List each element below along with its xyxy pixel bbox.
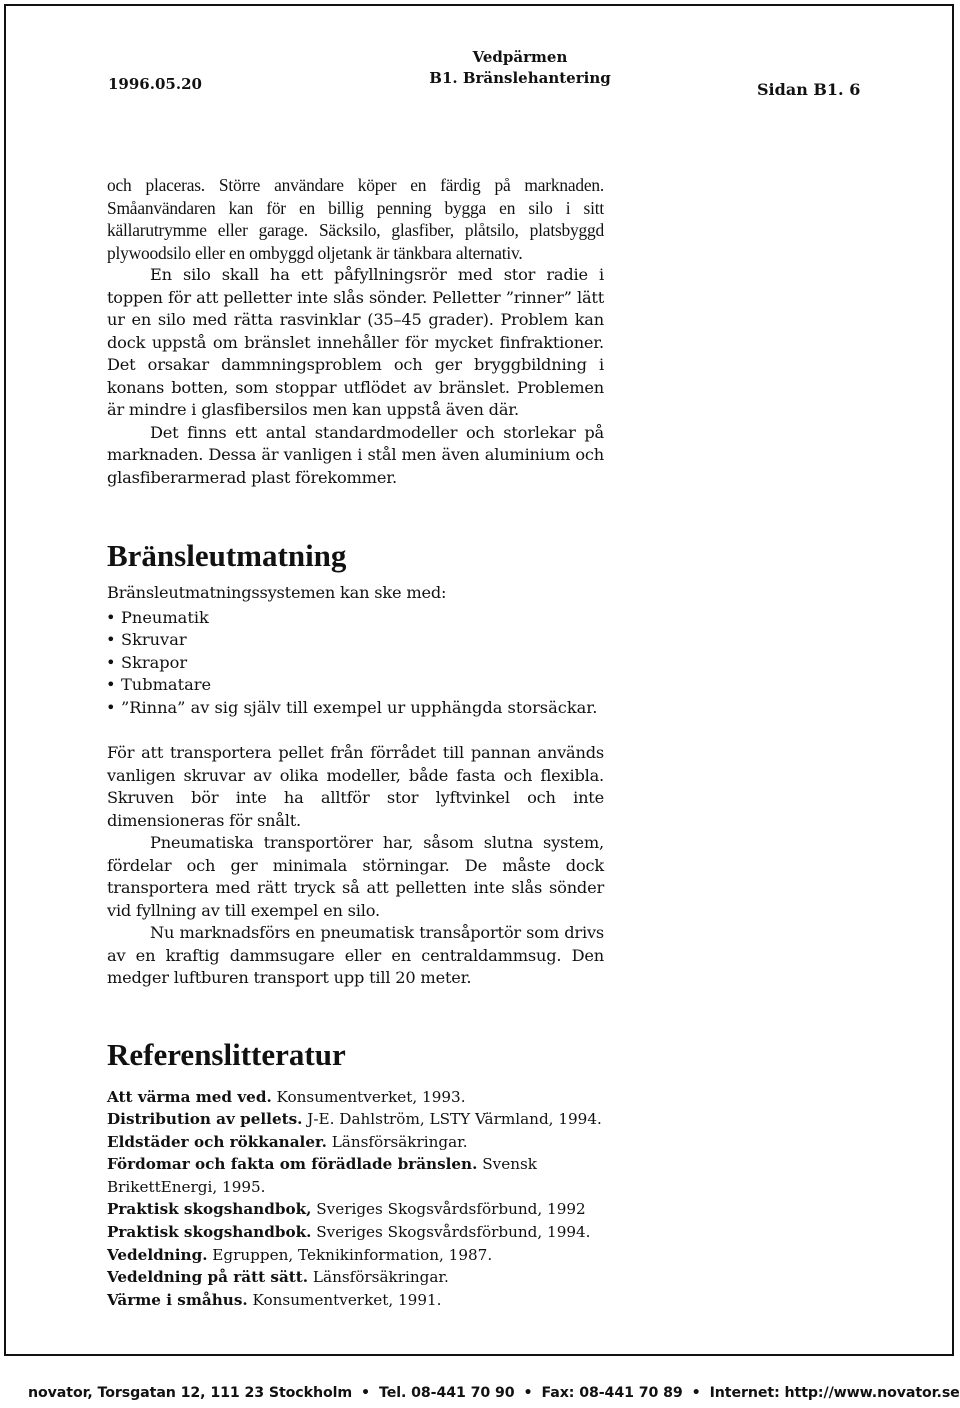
footer-address: novator, Torsgatan 12, 111 23 Stockholm [28,1385,353,1401]
header-title-line2: B1. Bränslehantering [429,69,611,87]
list-item: • Tubmatare [107,674,604,697]
header-title-line1: Vedpärmen [472,48,568,66]
paragraph-silo-models: Det finns ett antal standardmodeller och storlekar på marknaden. Dessa är vanligen i stål men även aluminium och glasfiberarmerad plast förekommer. [107,422,604,487]
paragraph-vacuum-transport: Nu marknadsförs en pneumatisk transåportör som drivs av en kraftig dammsugare eller en centraldammsug. Den medger luftburen transport upp till 20 meter. [107,923,604,987]
header-page-number: Sidan B1. 6 [757,80,861,99]
reference-item: Praktisk skogshandbok, Sveriges Skogsvårdsförbund, 1992 [107,1200,586,1219]
list-item: • Pneumatik [107,607,604,630]
paragraph-screw-transport: För att transportera pellet från förrådet till pannan används vanligen skruvar av olika modeller, både fasta och flexibla. Skruven bör inte ha alltför stor lyftvinkel och inte dimensioneras för snålt. [107,743,604,830]
bullet-list-feed-systems [107,607,604,720]
reference-item: Praktisk skogshandbok. Sveriges Skogsvårdsförbund, 1994. [107,1223,591,1242]
reference-item: Eldstäder och rökkanaler. Länsförsäkringar. [107,1132,468,1151]
reference-item: Värme i småhus. Konsumentverket, 1991. [107,1290,442,1309]
list-item: • Skruvar [107,629,604,652]
footer-website: Internet: http://www.novator.se [709,1385,960,1401]
main-content [107,174,604,1311]
reference-item: Att värma med ved. Konsumentverket, 1993. [107,1087,466,1106]
reference-item: Vedeldning. Egruppen, Teknikinformation, 1987. [107,1245,493,1264]
footer-separator: • [523,1385,533,1401]
heading-bransleutmatning: Bränsleutmatning [107,538,347,573]
paragraph-silo-intro: och placeras. Större användare köper en färdig på marknaden. Småanvändaren kan för en billig penning bygga en silo i sitt källarutrymme eller garage. Säcksilo, glasfiber, plåtsilo, platsbyggd plywoodsilo eller en ombyggd oljetank är tänkbara alternativ. [107,175,604,263]
reference-item: Distribution av pellets. J-E. Dahlström, LSTY Värmland, 1994. [107,1110,602,1129]
header-date: 1996.05.20 [108,75,202,93]
heading-referenslitteratur: Referenslitteratur [107,1036,346,1072]
reference-item: Vedeldning på rätt sätt. Länsförsäkringar. [107,1268,449,1287]
footer-separator: • [691,1385,701,1401]
list-item: • Skrapor [107,652,604,675]
paragraph-pneumatic-transport: Pneumatiska transportörer har, såsom slutna system, fördelar och ger minimala störningar. De måste dock transportera med rätt tryck så att pelletten inte slås sönder vid fyllning av till exempel en silo. [107,833,604,920]
paragraph-silo-filling: En silo skall ha ett påfyllningsrör med stor radie i toppen för att pelletter inte slås sönder. Pelletter ”rinner” lätt ur en silo med rätta rasvinklar (35–45 grader). Problem kan dock uppstå om bränslet innehåller för mycket finfraktioner. Det orsakar dammningsproblem och ger bryggbildning i konans botten, som stoppar utflödet av bränslet. Problemen är mindre i glasfibersilos men kan uppstå även där. [107,265,604,419]
footer-phone: Tel. 08-441 70 90 [379,1385,515,1401]
footer-separator: • [361,1385,371,1401]
reference-list [107,1086,604,1312]
reference-item: Fördomar och fakta om förädlade bränslen. Svensk BrikettEnergi, 1995. [107,1155,537,1196]
paragraph-bransleutmatning-intro: Bränsleutmatningssystemen kan ske med: [107,583,447,602]
footer-fax: Fax: 08-441 70 89 [541,1385,683,1401]
list-item: • ”Rinna” av sig själv till exempel ur upphängda storsäckar. [107,697,604,720]
page-footer [28,1385,960,1401]
